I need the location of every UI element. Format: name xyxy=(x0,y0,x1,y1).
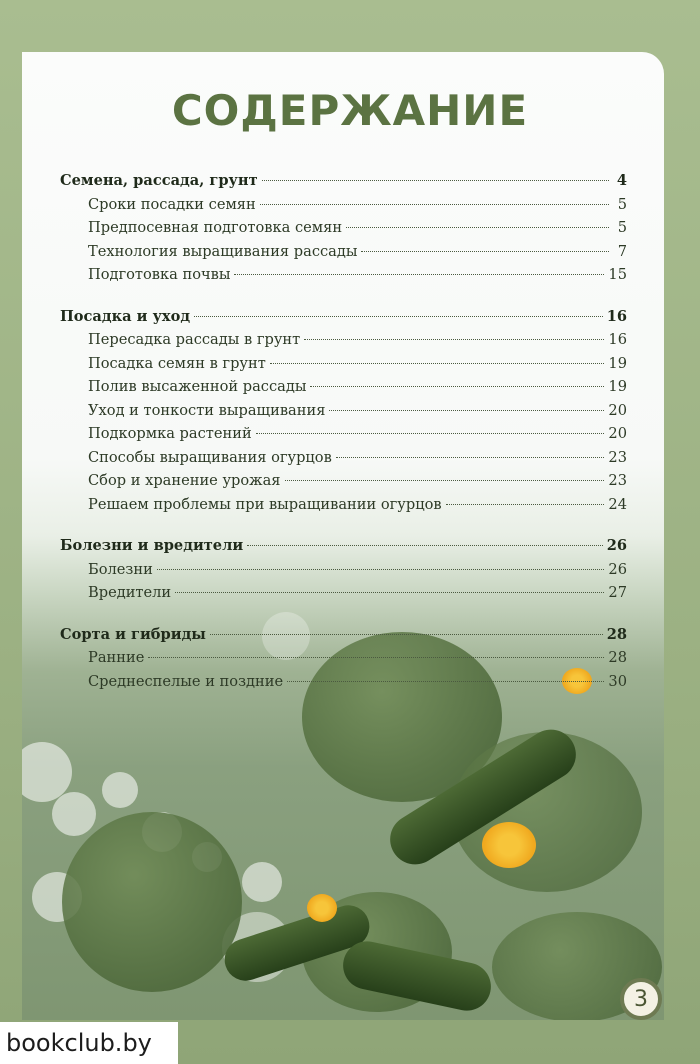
dot-leader xyxy=(210,634,603,635)
toc-entry-title: Посадка семян в грунт xyxy=(88,354,266,372)
dot-leader xyxy=(287,681,604,682)
toc-entry-page: 24 xyxy=(608,495,627,513)
toc-section xyxy=(60,308,627,520)
toc-section-heading[interactable] xyxy=(60,308,627,332)
dot-leader xyxy=(446,504,605,505)
toc-section xyxy=(60,537,627,608)
page-title: СОДЕРЖАНИЕ xyxy=(171,86,529,135)
dot-leader xyxy=(336,457,605,458)
toc-entry-page: 5 xyxy=(617,219,627,236)
toc-item[interactable] xyxy=(60,496,627,520)
toc-item[interactable] xyxy=(60,649,627,673)
toc-entry-title: Подкормка растений xyxy=(88,425,252,442)
toc-section xyxy=(60,626,627,697)
dot-leader xyxy=(234,274,604,275)
toc-entry-page: 23 xyxy=(608,448,627,466)
toc-entry-page: 28 xyxy=(608,649,627,666)
dot-leader xyxy=(304,339,604,340)
table-of-contents xyxy=(60,172,627,714)
toc-entry-title: Пересадка рассады в грунт xyxy=(88,331,301,348)
toc-entry-page: 4 xyxy=(616,172,627,189)
dot-leader xyxy=(148,657,604,658)
toc-entry-title: Уход и тонкости выращивания xyxy=(88,401,326,419)
toc-entry-title: Предпосевная подготовка семян xyxy=(88,219,343,236)
toc-entry-page: 19 xyxy=(608,354,627,372)
toc-entry-page: 26 xyxy=(608,560,627,578)
toc-entry-page: 16 xyxy=(606,307,627,325)
toc-entry-page: 30 xyxy=(608,672,627,690)
toc-item[interactable] xyxy=(60,378,627,402)
toc-entry-page: 15 xyxy=(608,266,627,283)
toc-entry-title: Вредители xyxy=(88,584,172,601)
toc-entry-page: 20 xyxy=(608,425,627,442)
dot-leader xyxy=(329,410,604,411)
dot-leader xyxy=(270,363,605,364)
toc-entry-page: 28 xyxy=(606,625,627,643)
toc-entry-title: Сорта и гибриды xyxy=(60,625,206,643)
toc-item[interactable] xyxy=(60,673,627,697)
dot-leader xyxy=(194,316,603,317)
toc-item[interactable] xyxy=(60,425,627,449)
toc-entry-title: Ранние xyxy=(88,649,145,666)
bokeh-light xyxy=(52,792,96,836)
dot-leader xyxy=(260,204,609,205)
toc-entry-title: Технология выращивания рассады xyxy=(88,242,358,260)
toc-item[interactable] xyxy=(60,472,627,496)
toc-entry-title: Сроки посадки семян xyxy=(88,195,256,213)
toc-item[interactable] xyxy=(60,449,627,473)
dot-leader xyxy=(285,480,605,481)
page-number: 3 xyxy=(620,978,662,1020)
toc-entry-title: Решаем проблемы при выращивании огурцов xyxy=(88,495,442,513)
toc-entry-title: Посадка и уход xyxy=(60,307,191,325)
bokeh-light xyxy=(102,772,138,808)
toc-section xyxy=(60,172,627,290)
dot-leader xyxy=(247,545,602,546)
toc-entry-page: 16 xyxy=(608,331,627,348)
toc-section-heading[interactable] xyxy=(60,537,627,561)
toc-item[interactable] xyxy=(60,266,627,290)
toc-entry-title: Сбор и хранение урожая xyxy=(88,472,281,489)
dot-leader xyxy=(175,592,604,593)
toc-entry-page: 19 xyxy=(608,378,627,395)
toc-entry-title: Болезни и вредители xyxy=(60,537,244,554)
toc-entry-page: 26 xyxy=(606,537,627,554)
toc-entry-title: Способы выращивания огурцов xyxy=(88,448,332,466)
toc-entry-title: Среднеспелые и поздние xyxy=(88,672,284,690)
toc-item[interactable] xyxy=(60,243,627,267)
dot-leader xyxy=(361,251,609,252)
toc-entry-page: 5 xyxy=(617,195,627,213)
toc-section-heading[interactable] xyxy=(60,626,627,650)
toc-entry-title: Семена, рассада, грунт xyxy=(60,172,258,189)
toc-entry-title: Подготовка почвы xyxy=(88,266,231,283)
toc-entry-page: 27 xyxy=(608,584,627,601)
toc-item[interactable] xyxy=(60,196,627,220)
toc-section-heading[interactable] xyxy=(60,172,627,196)
dot-leader xyxy=(262,180,609,181)
toc-entry-title: Болезни xyxy=(88,560,153,578)
toc-entry-page: 7 xyxy=(617,242,627,260)
toc-item[interactable] xyxy=(60,402,627,426)
toc-entry-page: 23 xyxy=(608,472,627,489)
dot-leader xyxy=(346,227,609,228)
toc-entry-page: 20 xyxy=(608,401,627,419)
toc-item[interactable] xyxy=(60,584,627,608)
dot-leader xyxy=(157,569,605,570)
watermark: bookclub.by xyxy=(0,1022,178,1064)
dot-leader xyxy=(256,433,605,434)
toc-item[interactable] xyxy=(60,355,627,379)
dot-leader xyxy=(310,386,604,387)
cucumber-flower xyxy=(307,894,337,922)
toc-item[interactable] xyxy=(60,561,627,585)
toc-item[interactable] xyxy=(60,331,627,355)
cucumber-flower xyxy=(482,822,536,868)
leaf xyxy=(62,812,242,992)
toc-entry-title: Полив высаженной рассады xyxy=(88,378,307,395)
bokeh-light xyxy=(242,862,282,902)
toc-item[interactable] xyxy=(60,219,627,243)
